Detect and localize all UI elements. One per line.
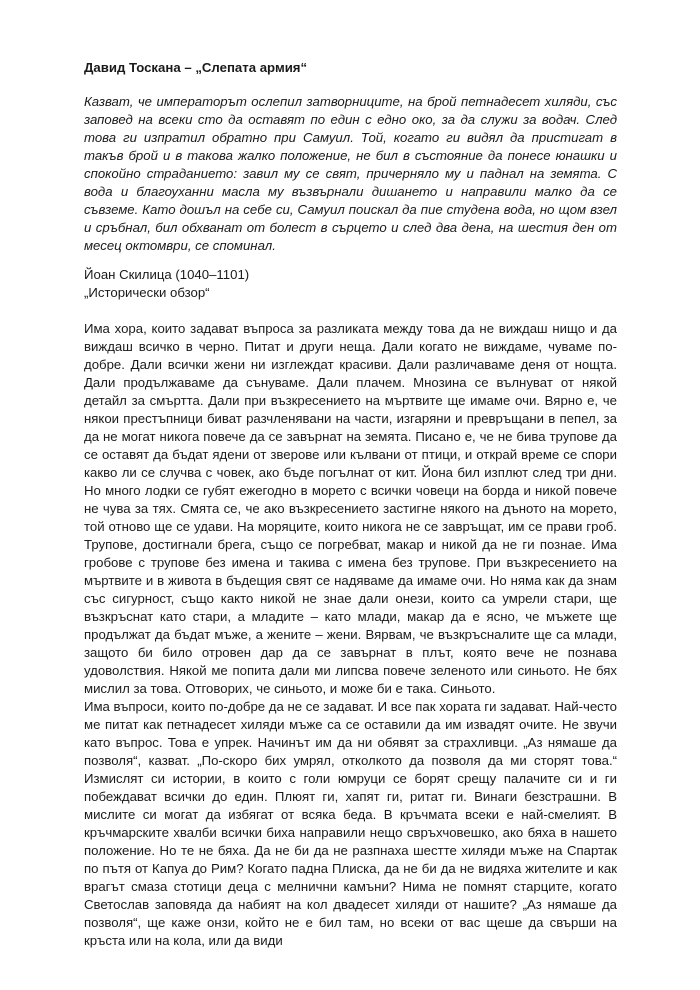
citation-work: „Исторически обзор“ [84, 285, 210, 300]
document-title: Давид Тоскана – „Слепата армия“ [84, 60, 308, 75]
citation-author: Йоан Скилица (1040–1101) [84, 267, 250, 282]
body-paragraph-1: Има хора, които задават въпроса за разликата между това да не виждаш нищо и да виждаш всичко в черно. Питат и други неща. Дали когато не виждаме, чуваме по-добре. Дали всички жени ни изглеждат красиви. Дали различаваме деня от нощта. Дали продължаваме да сънуваме. Дали плачем. Мнозина се вълнуват от някой детайл за смъртта. Дали при възкресението на мъртвите ще имаме очи. Вярно е, че някои престъпници биват разчленявани на части, изгаряни и превръщани в пепел, за да не могат никога повече да се завърнат на земята. Писано е, че не бива трупове да се оставят да бъдат ядени от зверове или кълвани от птици, и открай време се спори какво ли се случва с човек, ако бъде погълнат от кит. Йона бил изплют след три дни. Но много лодки се губят ежегодно в морето с всички човеци на борда и никой повече не чува за тях. Смята се, че ако възкресението застигне някого на дъното на морето, той отново ще се удави. На моряците, които никога не се завръщат, им се прави гроб. Трупове, достигнали брега, също се погребват, макар и никой да не ги познае. Има гробове с трупове без имена и такива с имена без трупове. При възкресението на мъртвите и в живота в бъдещия свят се надяваме да имаме очи. Но няма как да знам със сигурност, също както никой не знае дали онези, които са умрели стари, ще възкръснат като стари, а младите – като млади, макар да е ясно, че мъжете ще продължат да бъдат мъже, а жените – жени. Вярвам, че възкръсналите ще са млади, защото би било отровен дар да се завърнат в плът, която вече не познава удоволствия. Някой ме попита дали ми липсва повече зеленото или синьото. Не бях мислил за това. Отговорих, че синьото, и може би е така. Синьото. [84, 321, 617, 696]
body-text [84, 320, 617, 950]
epigraph-quote: Казват, че императорът ослепил затворниците, на брой петнадесет хиляди, със заповед на всеки сто да оставят по един с едно око, за да служи за водач. След това ги изпратил обратно при Самуил. Той, когато ги видял да пристигат в такъв брой и в такова жалко положение, не бил в състояние да понесе юнашки и спокойно страданието: завил му се свят, причерняло му и паднал на земята. С вода и благоуханни масла му възвърнали дишането и направили малко да се съвземе. Като дошъл на себе си, Самуил поискал да пие студена вода, но щом взел и сръбнал, бил обхванат от болест в сърцето и след два дена, на шестия ден от месец октомври, се споминал. [84, 94, 617, 253]
epigraph-citation [84, 266, 617, 302]
body-paragraph-2: Има въпроси, които по-добре да не се задават. И все пак хората ги задават. Най-често ме питат как петнадесет хиляди мъже са се оставили да им извадят очите. Не звучи като въпрос. Това е упрек. Начинът им да ни обявят за страхливци. „Аз нямаше да позволя“, казват. „По-скоро бих умрял, отколкото да позволя да ми сторят това.“ Измислят си истории, в които с голи юмруци се борят срещу палачите си и ги побеждават всички до един. Плюят ги, хапят ги, ритат ги. Винаги безстрашни. В мислите си могат да избягат от всяка беда. В кръчмата всеки е най-смелият. В кръчмарските хвалби всички биха направили нещо свръхчовешко, ако бяха в нашето положение. Но те не бяха. Да не би да не разпнаха шестте хиляди мъже на Спартак по пътя от Капуа до Рим? Когато падна Плиска, да не би да не видяха жителите и как врагът смаза стотици деца с мелнични камъни? Нима не помнят старците, когато Светослав заповяда да набият на кол двадесет хиляди от нашите? „Аз нямаше да позволя“, ще каже онзи, който не е бил там, но всеки от вас щеше да свърши на кръста или на кола, или да види [84, 699, 617, 948]
